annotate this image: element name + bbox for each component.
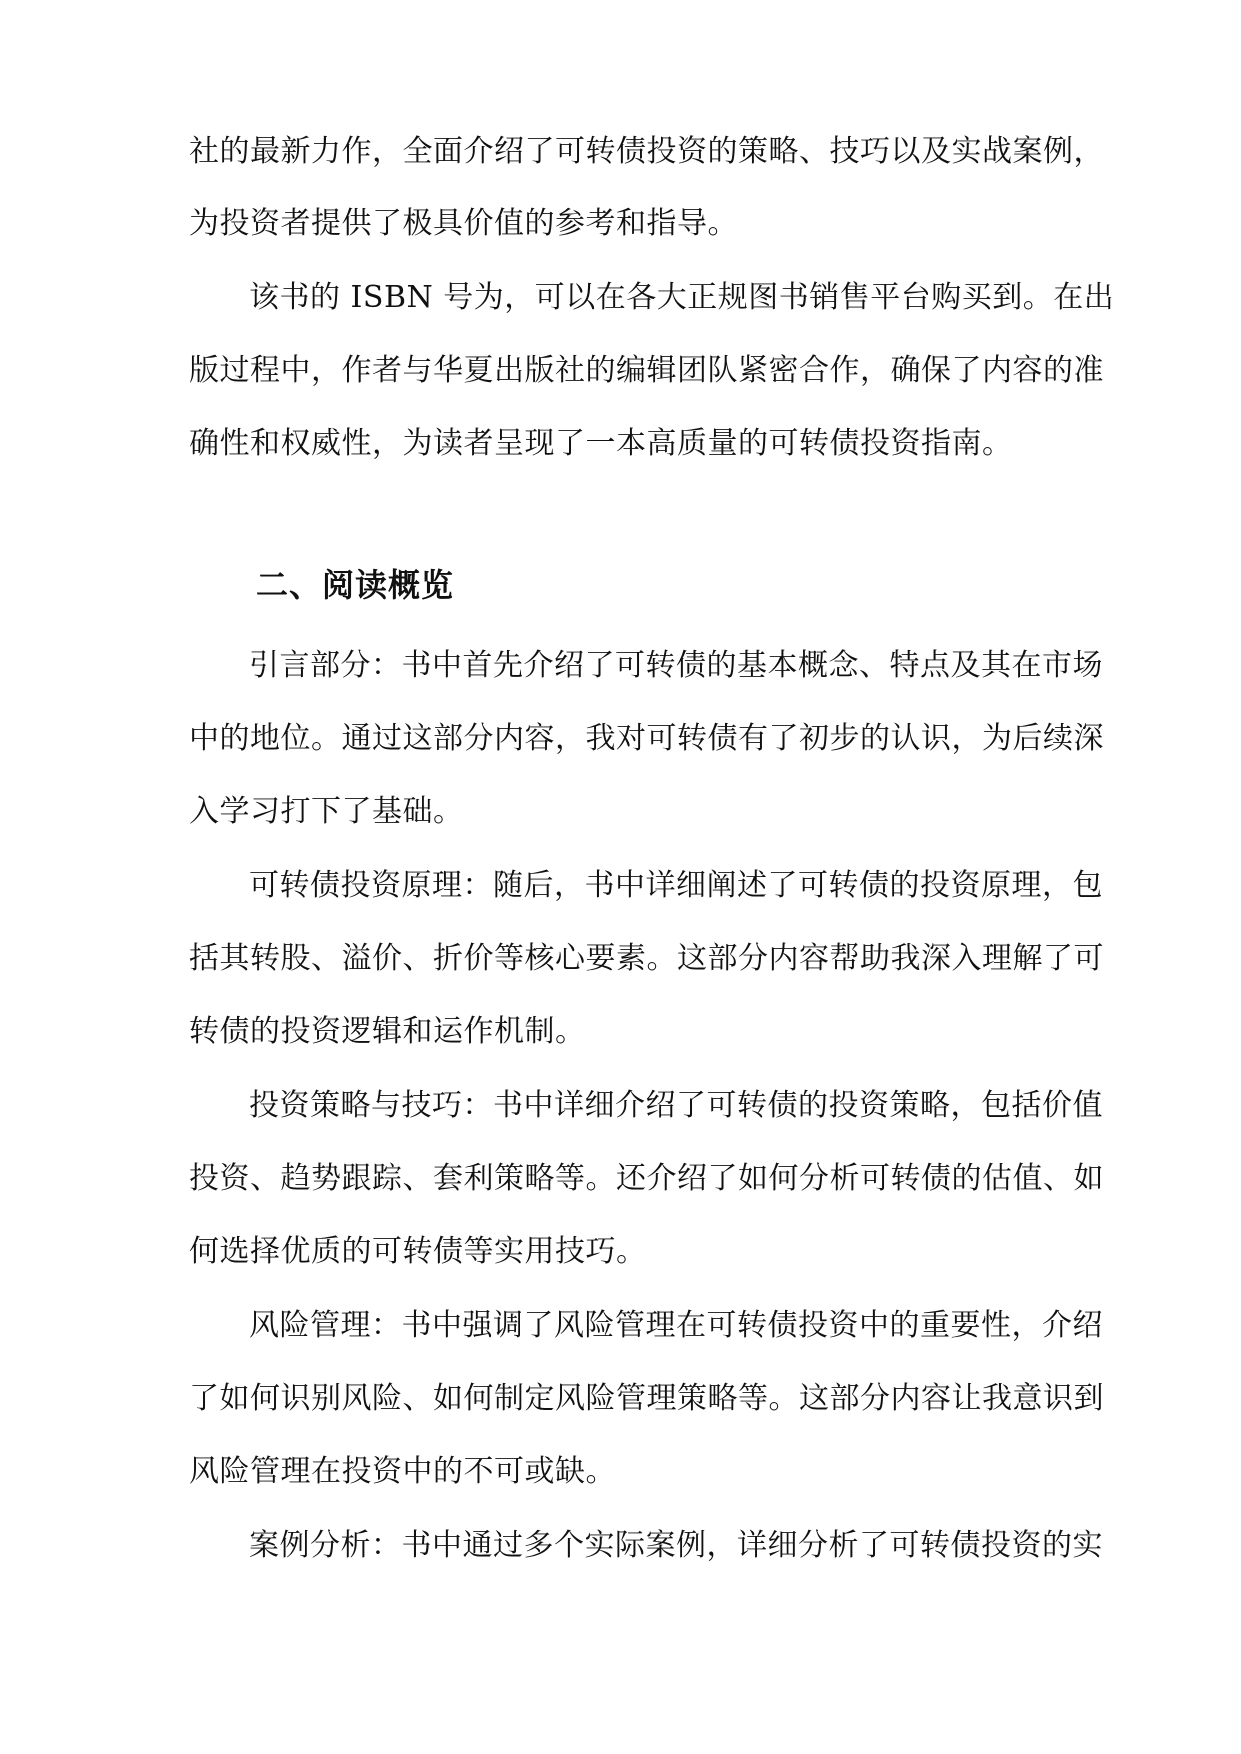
paragraph-1-line-1: 社的最新力作，全面介绍了可转债投资的策略、技巧以及实战案例，	[189, 134, 1104, 169]
paragraph-2-line-2: 版过程中，作者与华夏出版社的编辑团队紧密合作，确保了内容的准	[189, 353, 1104, 388]
paragraph-4-line-2: 括其转股、溢价、折价等核心要素。这部分内容帮助我深入理解了可	[189, 941, 1104, 976]
paragraph-3-line-2: 中的地位。通过这部分内容，我对可转债有了初步的认识，为后续深	[189, 721, 1104, 756]
paragraph-3-line-1: 引言部分：书中首先介绍了可转债的基本概念、特点及其在市场	[249, 648, 1103, 683]
paragraph-4-line-1: 可转债投资原理：随后，书中详细阐述了可转债的投资原理，包	[249, 868, 1103, 903]
section-heading: 二、阅读概览	[256, 566, 455, 604]
paragraph-4-line-3: 转债的投资逻辑和运作机制。	[189, 1014, 586, 1049]
paragraph-6-line-1: 风险管理：书中强调了风险管理在可转债投资中的重要性，介绍	[249, 1308, 1103, 1343]
paragraph-2-line-1: 该书的 ISBN 号为，可以在各大正规图书销售平台购买到。在出	[249, 280, 1115, 315]
paragraph-6-line-3: 风险管理在投资中的不可或缺。	[189, 1454, 616, 1489]
paragraph-6-line-2: 了如何识别风险、如何制定风险管理策略等。这部分内容让我意识到	[189, 1381, 1104, 1416]
paragraph-5-line-3: 何选择优质的可转债等实用技巧。	[189, 1234, 647, 1269]
paragraph-5-line-2: 投资、趋势跟踪、套利策略等。还介绍了如何分析可转债的估值、如	[189, 1161, 1104, 1196]
paragraph-2-line-3: 确性和权威性，为读者呈现了一本高质量的可转债投资指南。	[189, 426, 1013, 461]
paragraph-3-line-3: 入学习打下了基础。	[189, 794, 464, 829]
paragraph-7-line-1: 案例分析：书中通过多个实际案例，详细分析了可转债投资的实	[249, 1528, 1103, 1563]
paragraph-5-line-1: 投资策略与技巧：书中详细介绍了可转债的投资策略，包括价值	[249, 1088, 1103, 1123]
paragraph-1-line-2: 为投资者提供了极具价值的参考和指导。	[189, 206, 738, 241]
